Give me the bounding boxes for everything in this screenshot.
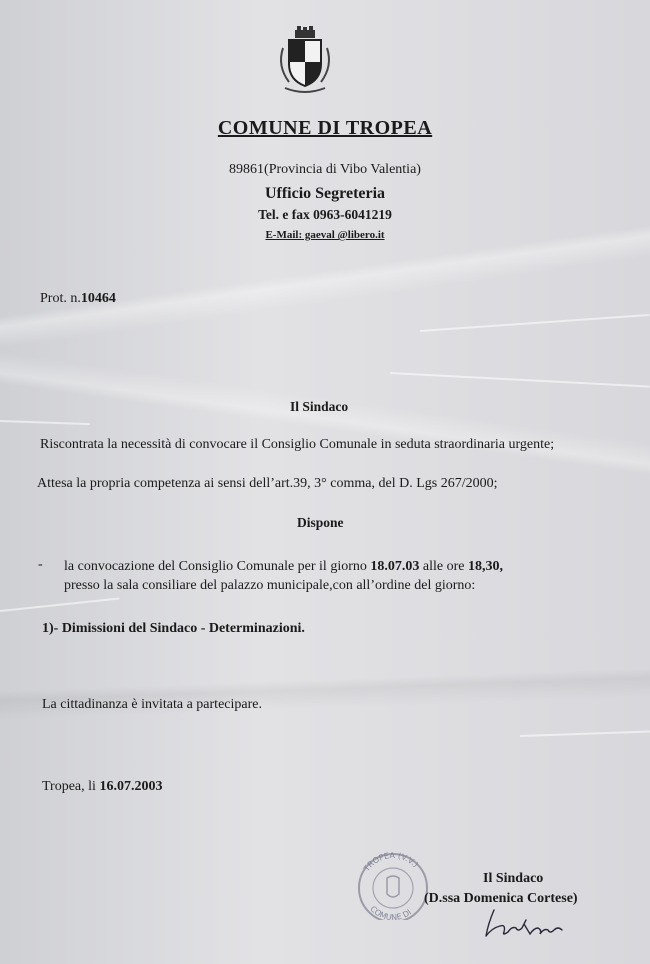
paper-crease [420, 314, 650, 332]
convocation-item: la convocazione del Consiglio Comunale per il giorno 18.07.03 alle ore 18,30, presso la sala consiliare del palazzo municipale,con all’ordine del giorno: [64, 559, 503, 593]
paper-crease [0, 420, 90, 425]
stamp-text-bottom: COMUNE DI [368, 904, 414, 920]
office-name: Ufficio Segreteria [264, 185, 386, 202]
agenda-item: 1)- Dimissioni del Sindaco - Determinazioni. [42, 621, 305, 636]
protocol-number: Prot. n.10464 [40, 291, 116, 306]
list-bullet: - [38, 557, 43, 572]
handwritten-signature [482, 906, 572, 940]
stamp-text-top: TROPEA (V.V.) [362, 850, 421, 874]
crest-icon [275, 26, 335, 96]
svg-text:TROPEA (V.V.) [361, 851, 420, 874]
section-heading-sindaco: Il Sindaco [290, 399, 349, 414]
official-stamp [350, 848, 436, 920]
section-heading-dispone: Dispone [297, 515, 344, 530]
paper-crease [520, 730, 650, 737]
paper-crease [0, 597, 119, 612]
email-link[interactable]: E-Mail: gaeval @libero.it [265, 229, 385, 241]
phone-line: Tel. e fax 0963-6041219 [258, 207, 392, 222]
page-title: COMUNE DI TROPEA [217, 117, 433, 139]
signer-title: Il Sindaco [483, 871, 544, 886]
signer-name: (D.ssa Domenica Cortese) [424, 891, 578, 906]
paragraph-attesa: Attesa la propria competenza ai sensi dell’art.39, 3° comma, del D. Lgs 267/2000; [37, 476, 498, 491]
invitation-text: La cittadinanza è invitata a partecipare. [42, 697, 262, 712]
paper-crease [390, 372, 650, 388]
address-line: 89861(Provincia di Vibo Valentia) [229, 162, 421, 177]
paragraph-riscontrata: Riscontrata la necessità di convocare il Consiglio Comunale in seduta straordinaria urgente; [40, 437, 555, 452]
place-date: Tropea, li 16.07.2003 [42, 779, 163, 794]
